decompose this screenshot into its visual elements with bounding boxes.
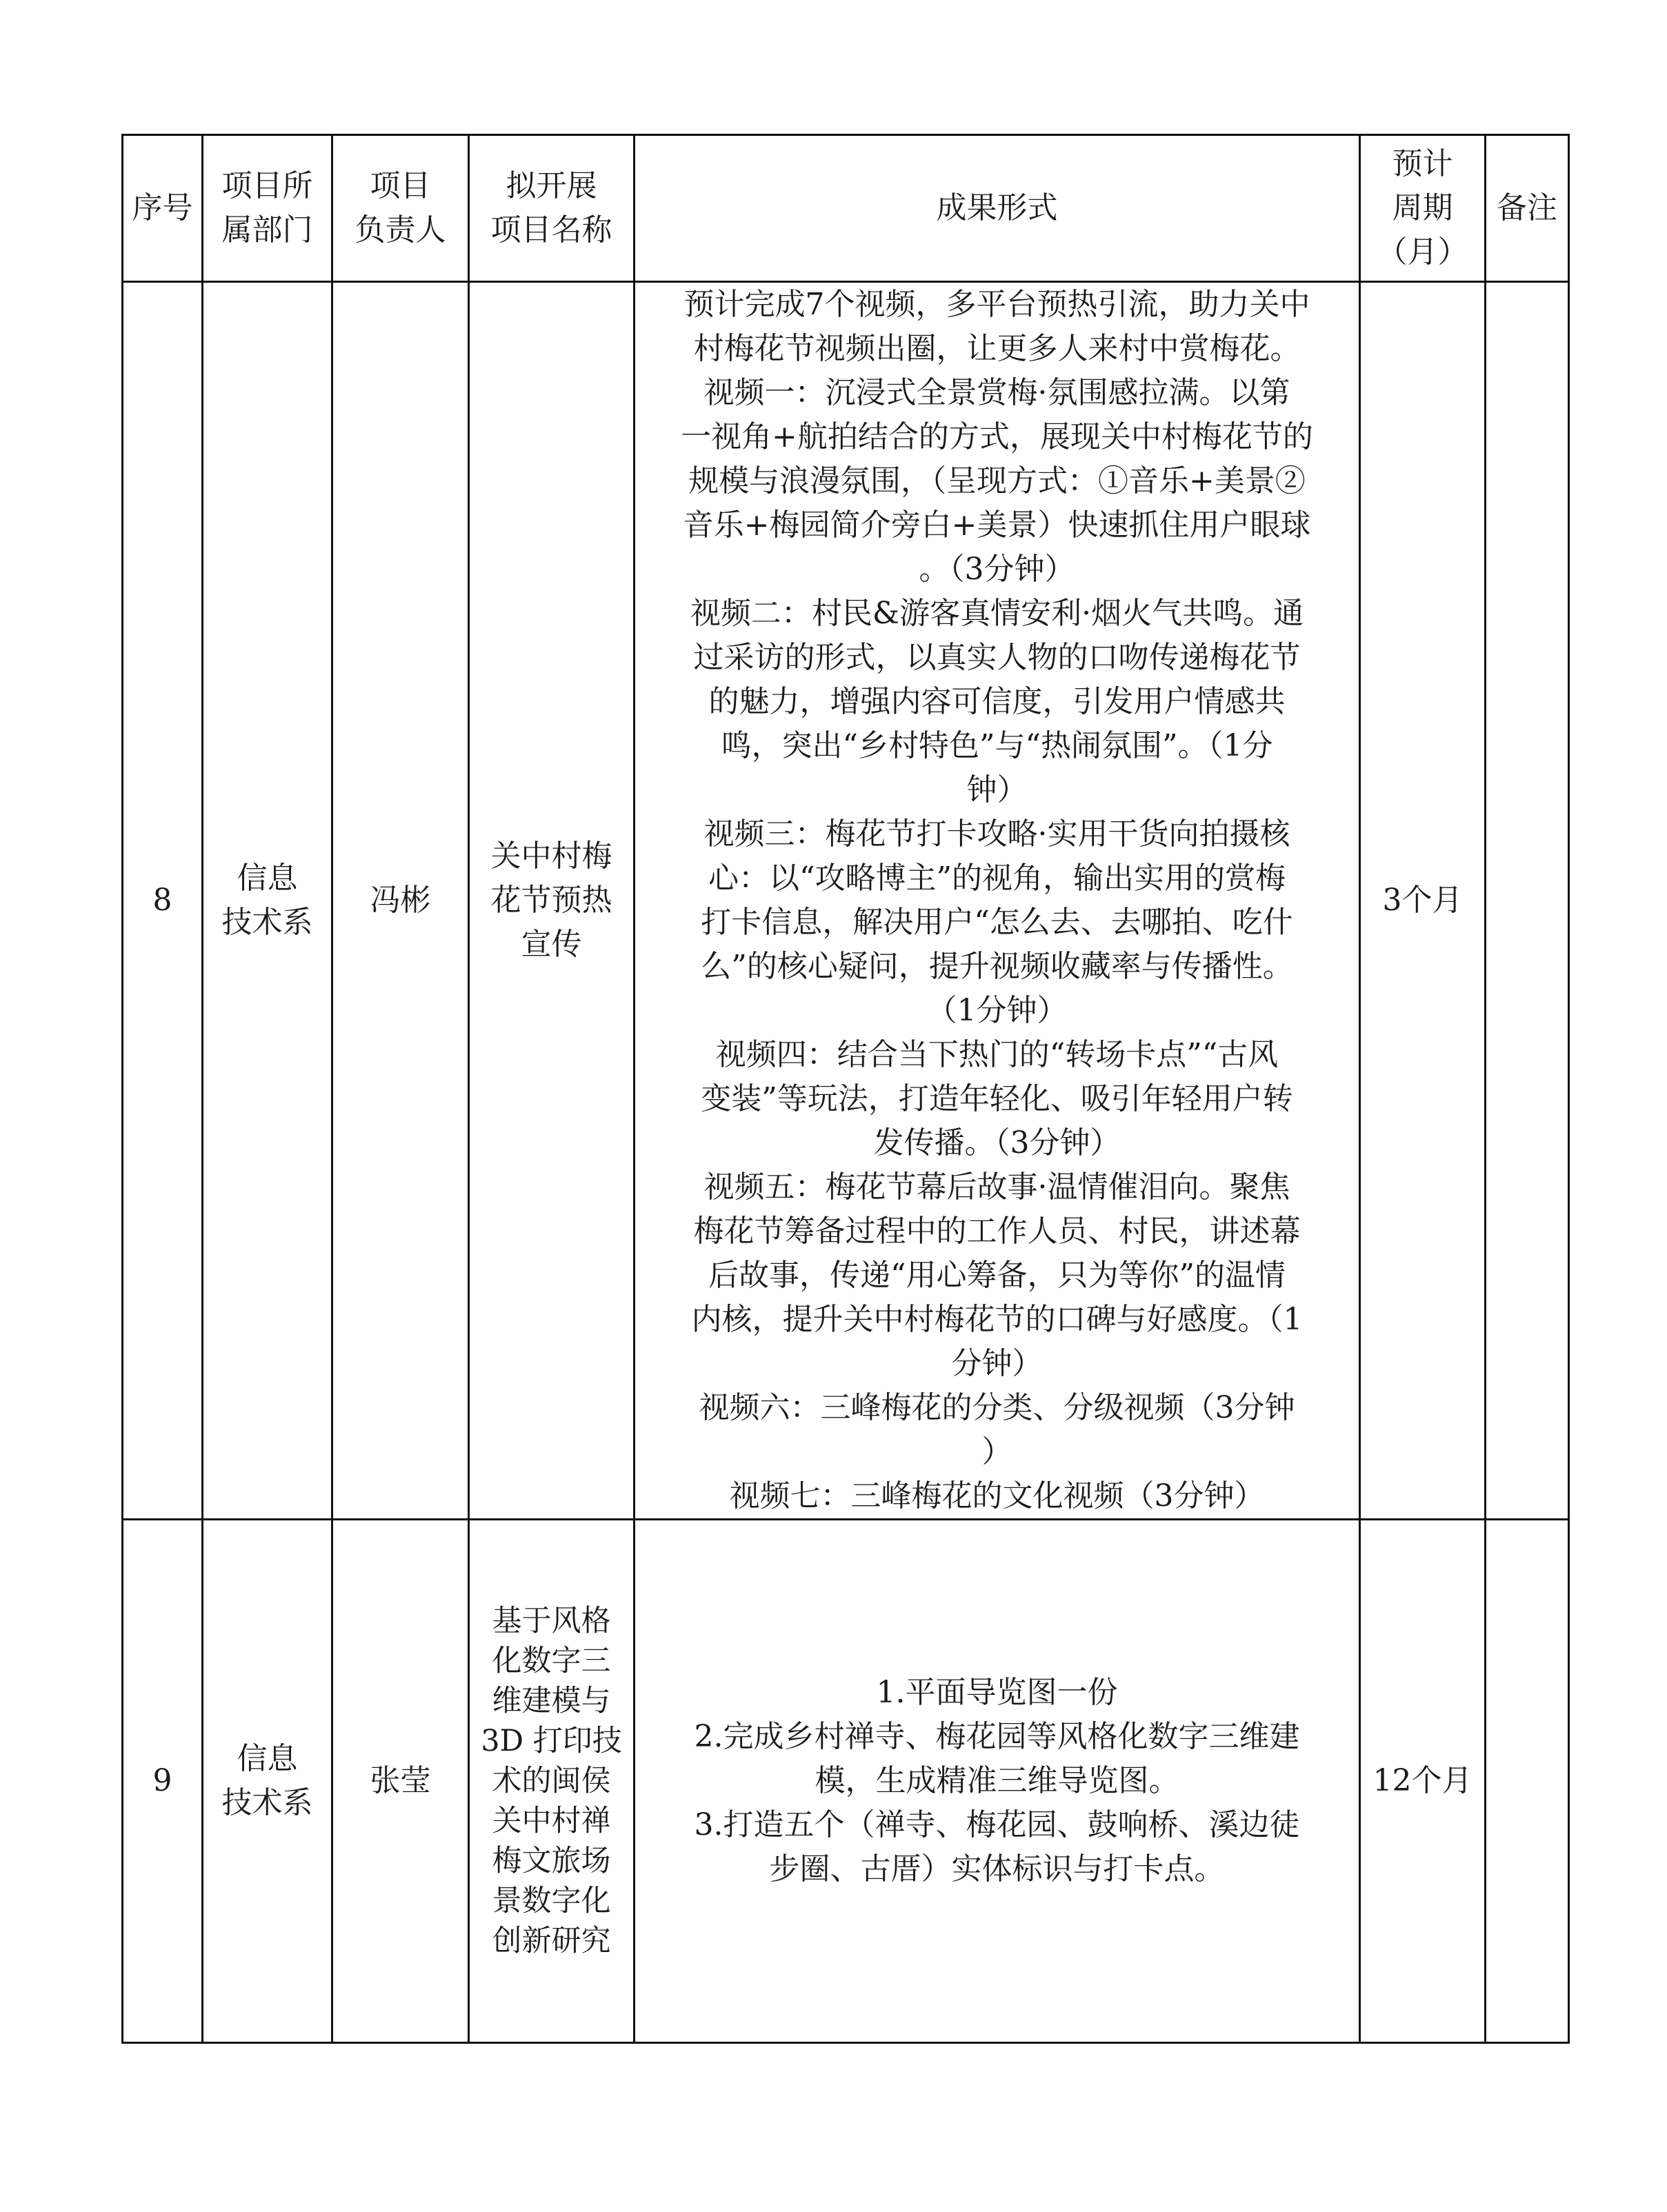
cell-project-name-line: 关中村梅 (490, 838, 612, 874)
header-seq: 序号 (123, 135, 203, 282)
outcome-line: 鸣，突出“乡村特色”与“热闹氛围”。（1分 (721, 728, 1273, 763)
outcome-line: 分钟） (951, 1346, 1043, 1381)
outcome-line: 的魅力，增强内容可信度，引发用户情感共 (708, 684, 1286, 719)
header-cycle (1360, 135, 1486, 282)
outcome-line: 视频四：结合当下热门的“转场卡点”“古风 (715, 1037, 1279, 1072)
cell-note (1486, 1520, 1569, 2043)
cell-project-name (469, 1520, 635, 2043)
header-name-line: 拟开展 (506, 168, 597, 203)
outcome-line: 1.平面导览图一份 (876, 1675, 1118, 1710)
outcome-line: 梅花节筹备过程中的工作人员、村民，讲述幕 (693, 1214, 1301, 1249)
cell-dept-line: 信息 (237, 1741, 298, 1776)
cell-project-name-line: 基于风格 (492, 1604, 611, 1638)
outcome-line: 变装”等玩法，打造年轻化、吸引年轻用户转 (701, 1081, 1293, 1116)
cell-project-name-line: 宣传 (521, 927, 582, 962)
header-outcome: 成果形式 (635, 135, 1360, 282)
header-lead-line: 项目 (370, 168, 431, 203)
header-cycle-line: （月） (1377, 234, 1468, 270)
cell-outcome (635, 1520, 1360, 2043)
cell-seq: 9 (123, 1520, 203, 2043)
cell-project-name-line: 维建模与 (492, 1684, 611, 1718)
header-note: 备注 (1486, 135, 1569, 282)
outcome-line: 钟） (966, 772, 1028, 807)
table-header-row (123, 135, 1569, 282)
header-dept (203, 135, 332, 282)
header-cycle-line: 周期 (1392, 190, 1453, 225)
cell-project-name-line: 景数字化 (492, 1884, 611, 1918)
cell-project-name (469, 282, 635, 1520)
outcome-line: 音乐+梅园简介旁白+美景）快速抓住用户眼球 (683, 507, 1311, 543)
outcome-line: 2.完成乡村禅寺、梅花园等风格化数字三维建 (694, 1719, 1300, 1754)
outcome-line: 视频五：梅花节幕后故事·温情催泪向。聚焦 (703, 1169, 1290, 1205)
outcome-line: 视频六：三峰梅花的分类、分级视频（3分钟 (699, 1390, 1295, 1425)
outcome-line: （1分钟） (926, 993, 1068, 1028)
cell-lead: 张莹 (332, 1520, 469, 2043)
cell-project-name-line: 3D 打印技 (481, 1724, 622, 1758)
header-name-line: 项目名称 (490, 212, 612, 248)
outcome-line: 过采访的形式，以真实人物的口吻传递梅花节 (693, 640, 1301, 675)
outcome-line: 预计完成7个视频，多平台预热引流，助力关中 (683, 287, 1310, 322)
outcome-line: 发传播。（3分钟） (873, 1125, 1121, 1160)
header-lead-line: 负责人 (355, 212, 446, 248)
cell-lead: 冯彬 (332, 282, 469, 1520)
outcome-line: 步圈、古厝）实体标识与打卡点。 (769, 1851, 1225, 1887)
outcome-line: 3.打造五个（禅寺、梅花园、鼓响桥、溪边徒 (694, 1807, 1300, 1842)
cell-dept (203, 282, 332, 1520)
outcome-line: 模，生成精准三维导览图。 (815, 1763, 1179, 1798)
header-dept-line: 属部门 (221, 212, 313, 248)
cell-cycle: 3个月 (1360, 282, 1486, 1520)
cell-project-name-line: 创新研究 (492, 1924, 611, 1958)
cell-dept-line: 技术系 (221, 1785, 313, 1820)
cell-project-name-line: 花节预热 (490, 883, 612, 918)
outcome-line: 视频七：三峰梅花的文化视频（3分钟） (729, 1478, 1265, 1514)
outcome-line: 视频二：村民&游客真情安利·烟火气共鸣。通 (690, 596, 1304, 631)
outcome-line: 心：以“攻略博主”的视角，输出实用的赏梅 (708, 861, 1286, 896)
outcome-line: ） (981, 1434, 1012, 1469)
header-cycle-line: 预计 (1392, 146, 1453, 181)
project-table (121, 134, 1570, 2044)
table-row (123, 282, 1569, 1520)
outcome-line: 视频三：梅花节打卡攻略·实用干货向拍摄核 (703, 816, 1290, 852)
outcome-line: 。（3分钟） (919, 552, 1075, 587)
outcome-line: 规模与浪漫氛围，（呈现方式：①音乐+美景② (688, 463, 1306, 499)
header-dept-line: 项目所 (221, 168, 313, 203)
cell-dept-line: 技术系 (221, 905, 313, 940)
outcome-line: 村梅花节视频出圈，让更多人来村中赏梅花。 (693, 331, 1301, 366)
header-lead (332, 135, 469, 282)
header-name (469, 135, 635, 282)
cell-project-name-line: 化数字三 (492, 1644, 611, 1678)
cell-seq: 8 (123, 282, 203, 1520)
outcome-line: 一视角+航拍结合的方式，展现关中村梅花节的 (681, 419, 1313, 454)
outcome-line: 后故事，传递“用心筹备，只为等你”的温情 (708, 1258, 1286, 1293)
outcome-line: 打卡信息，解决用户“怎么去、去哪拍、吃什 (701, 905, 1293, 940)
cell-dept-line: 信息 (237, 861, 298, 896)
cell-note (1486, 282, 1569, 1520)
table-row (123, 1520, 1569, 2043)
cell-dept (203, 1520, 332, 2043)
outcome-line: 么”的核心疑问，提升视频收藏率与传播性。 (701, 949, 1293, 984)
cell-project-name-line: 梅文旅场 (492, 1844, 611, 1878)
outcome-line: 内核，提升关中村梅花节的口碑与好感度。（1 (691, 1302, 1303, 1337)
cell-cycle: 12个月 (1360, 1520, 1486, 2043)
cell-outcome (635, 282, 1360, 1520)
cell-project-name-line: 关中村禅 (492, 1804, 611, 1838)
outcome-line: 视频一：沉浸式全景赏梅·氛围感拉满。以第 (703, 375, 1290, 410)
cell-project-name-line: 术的闽侯 (492, 1764, 611, 1798)
